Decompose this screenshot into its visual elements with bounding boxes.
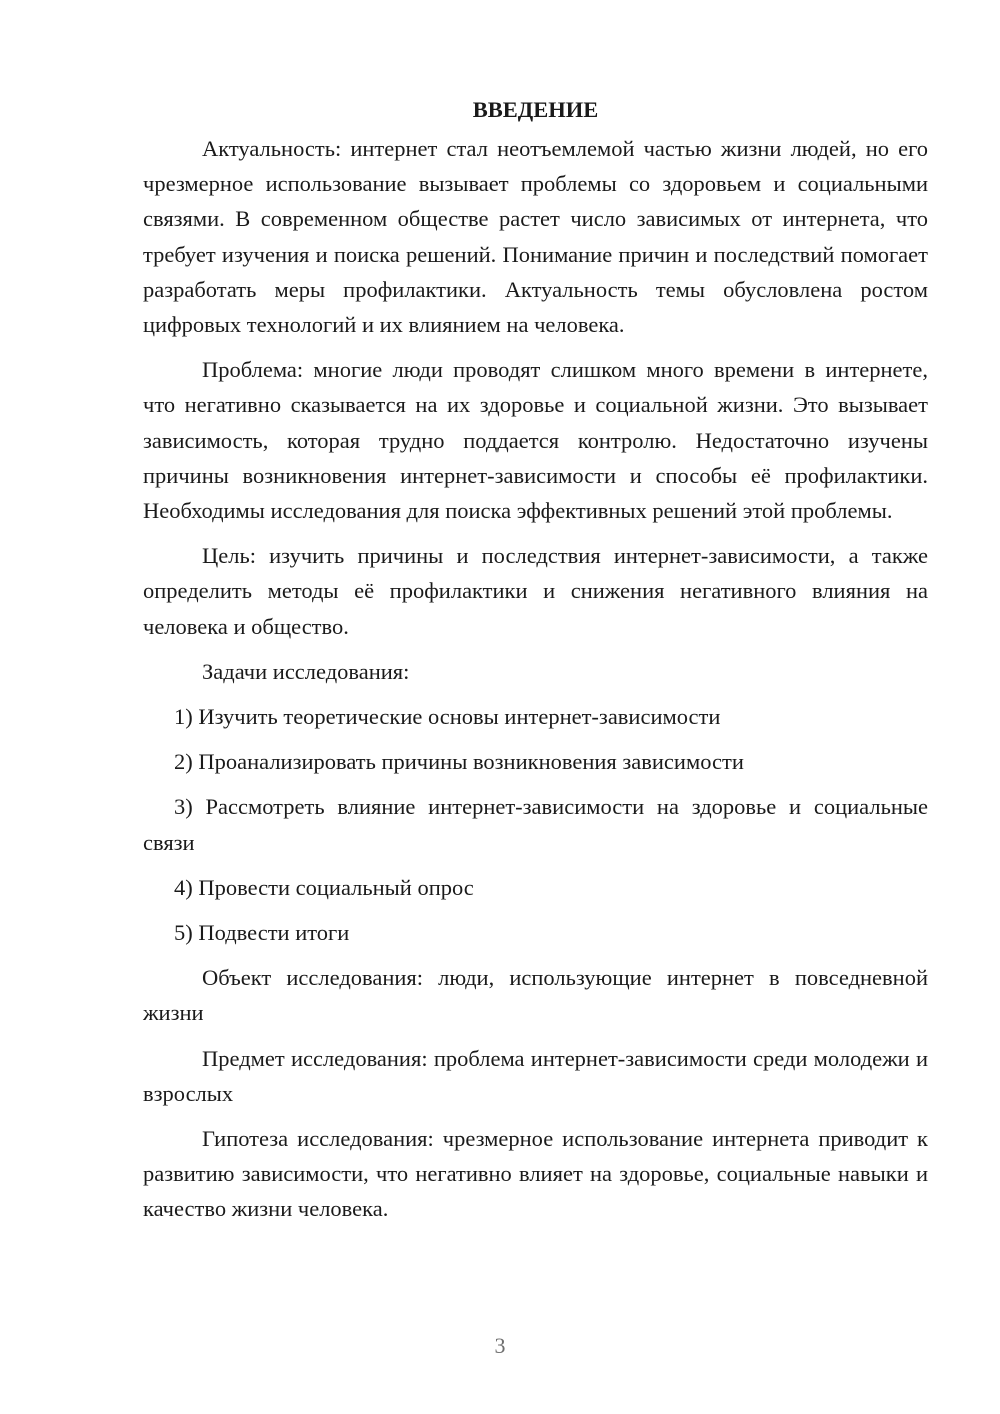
document-page bbox=[143, 92, 928, 1237]
hypothesis-paragraph: Гипотеза исследования: чрезмерное использование интернета приводит к развитию зависимости, что негативно влияет на здоровье, социальные навыки и качество жизни человека. bbox=[143, 1126, 928, 1222]
object-paragraph: Объект исследования: люди, использующие интернет в повседневной жизни bbox=[143, 965, 928, 1026]
problem-paragraph: Проблема: многие люди проводят слишком много времени в интернете, что негативно сказывается на их здоровье и социальной жизни. Это вызывает зависимость, которая трудно поддается контролю. Недостаточно изучены причины возникновения интернет-зависимости и способы её профилактики. Необходимы исследования для поиска эффективных решений этой проблемы. bbox=[143, 357, 928, 524]
task-item: 4) Провести социальный опрос bbox=[174, 874, 474, 900]
tasks-heading: Задачи исследования: bbox=[202, 658, 410, 684]
subject-paragraph: Предмет исследования: проблема интернет-зависимости среди молодежи и взрослых bbox=[143, 1045, 928, 1106]
task-item: 5) Подвести итоги bbox=[174, 920, 350, 946]
relevance-paragraph: Актуальность: интернет стал неотъемлемой частью жизни людей, но его чрезмерное использование вызывает проблемы со здоровьем и социальными связями. В современном обществе растет число зависимых от интернета, что требует изучения и поиска решений. Понимание причин и последствий помогает разработать меры профилактики. Актуальность темы обусловлена ростом цифровых технологий и их влиянием на человека. bbox=[143, 136, 928, 338]
page-number: 3 bbox=[494, 1333, 506, 1358]
section-title: ВВЕДЕНИЕ bbox=[472, 97, 599, 122]
goal-paragraph: Цель: изучить причины и последствия интернет-зависимости, а также определить методы её профилактики и снижения негативного влияния на человека и общество. bbox=[143, 543, 928, 639]
task-item: 1) Изучить теоретические основы интернет-зависимости bbox=[174, 704, 721, 730]
task-item: 2) Проанализировать причины возникновения зависимости bbox=[174, 749, 744, 775]
task-item: 3) Рассмотреть влияние интернет-зависимости на здоровье и социальные связи bbox=[143, 794, 928, 855]
